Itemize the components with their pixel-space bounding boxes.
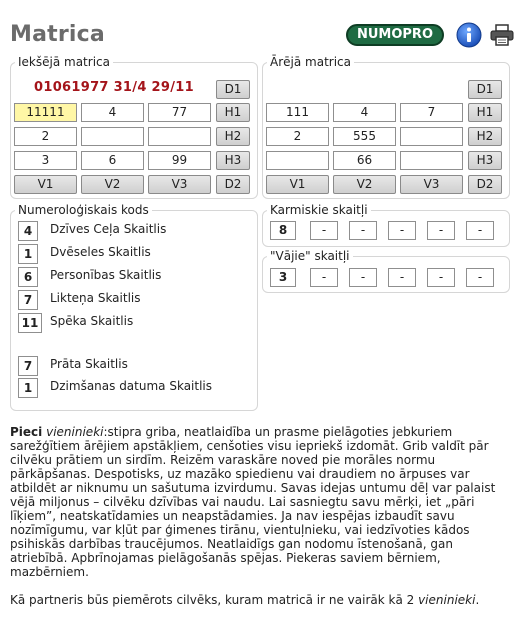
inner-v2-button[interactable]: V2 xyxy=(81,175,144,194)
inner-d1-button[interactable]: D1 xyxy=(216,80,250,99)
inner-cell-r1c1[interactable]: 11111 xyxy=(14,103,77,122)
inner-v3-button[interactable]: V3 xyxy=(148,175,211,194)
inner-cell-r3c1[interactable]: 3 xyxy=(14,151,77,170)
info-icon[interactable] xyxy=(456,22,482,48)
weak-value: - xyxy=(427,268,455,287)
outer-h3-button[interactable]: H3 xyxy=(468,151,502,170)
description-text xyxy=(10,425,512,621)
outer-cell-r1c1[interactable]: 111 xyxy=(266,103,329,122)
outer-matrix-legend: Ārējā matrica xyxy=(270,55,351,69)
inner-d2-button[interactable]: D2 xyxy=(216,175,250,194)
numerology-label: Dzīves Ceļa Skaitlis xyxy=(50,222,167,236)
description-body: :stipra griba, neatlaidība un prasme pielāgoties jebkuriem sarežģītiem ārējiem apstākļiem, cenšoties visu iepriekš izdomāt. Grib valdīt pār cilvēku prātiem un sirdīm. Reizēm varaskāre noved pie morāles normu pārkāpšanas. Despotisks, uz mazāko spiedienu vai draudiem no ārpuses var atbildēt ar niknumu un sašutuma izvirdumu. Savas idejas untumu dēļ var palaist vējā miljonus – cilvēku dzīvības vai naudu. Lai sasniegtu savu mērķi, iet „pāri līķiem”, neatskatīdamies un neapstādamies. Ja nav iespējas izbaudīt savu nozīmīgumu, var kļūt par ģimenes tirānu, vientuļnieku, vai iedzīvoties kādos psihiskās darbības traucējumos. Neatlaidīgs gan nodomu īstenošanā, gan atriebībā. Apbrīnojamas pielāgošanās spējas. Piekeras saviem bērniem, mazbērniem. xyxy=(10,425,496,579)
outer-cell-r3c3[interactable] xyxy=(400,151,463,170)
weak-value: - xyxy=(310,268,338,287)
inner-h3-button[interactable]: H3 xyxy=(216,151,250,170)
weak-value: 3 xyxy=(270,268,296,287)
numerology-label: Dvēseles Skaitlis xyxy=(50,245,151,259)
outer-v2-button[interactable]: V2 xyxy=(333,175,396,194)
outer-h2-button[interactable]: H2 xyxy=(468,127,502,146)
numerology-value: 1 xyxy=(18,244,38,264)
numerology-value: 7 xyxy=(18,290,38,310)
partner-prefix: Kā partneris būs piemērots cilvēks, kuram matricā ir ne vairāk kā 2 xyxy=(10,593,419,607)
karmic-value: 8 xyxy=(270,221,296,240)
birth-date-line: 01061977 31/4 29/11 xyxy=(34,80,194,95)
inner-v1-button[interactable]: V1 xyxy=(14,175,77,194)
inner-cell-r3c2[interactable]: 6 xyxy=(81,151,144,170)
numerology-label: Personības Skaitlis xyxy=(50,268,162,282)
inner-matrix-legend: Iekšējā matrica xyxy=(18,55,110,69)
weak-value: - xyxy=(388,268,416,287)
outer-v3-button[interactable]: V3 xyxy=(400,175,463,194)
karmic-value: - xyxy=(427,221,455,240)
numerology-value: 11 xyxy=(18,313,42,333)
numerology-value: 4 xyxy=(18,221,38,241)
outer-cell-r1c3[interactable]: 7 xyxy=(400,103,463,122)
karmic-legend: Karmiskie skaitļi xyxy=(270,203,368,217)
inner-cell-r1c2[interactable]: 4 xyxy=(81,103,144,122)
printer-icon[interactable] xyxy=(489,23,515,47)
outer-h1-button[interactable]: H1 xyxy=(468,103,502,122)
inner-cell-r1c3[interactable]: 77 xyxy=(148,103,211,122)
description-paragraph xyxy=(10,425,512,579)
numerology-label: Dzimšanas datuma Skaitlis xyxy=(50,379,212,393)
outer-d1-button[interactable]: D1 xyxy=(468,80,502,99)
karmic-value: - xyxy=(466,221,494,240)
outer-cell-r2c2[interactable]: 555 xyxy=(333,127,396,146)
outer-cell-r3c1[interactable] xyxy=(266,151,329,170)
outer-d2-button[interactable]: D2 xyxy=(468,175,502,194)
numopro-button[interactable]: NUMOPRO xyxy=(346,24,444,46)
karmic-value: - xyxy=(349,221,377,240)
page-title: Matrica xyxy=(10,22,105,47)
outer-cell-r3c2[interactable]: 66 xyxy=(333,151,396,170)
numerology-label: Likteņa Skaitlis xyxy=(50,291,141,305)
numerology-legend: Numeroloģiskais kods xyxy=(18,203,149,217)
weak-value: - xyxy=(349,268,377,287)
outer-cell-r2c3[interactable] xyxy=(400,127,463,146)
weak-numbers-legend: "Vājie" skaitļi xyxy=(270,249,350,263)
description-lead: Pieci xyxy=(10,425,43,439)
inner-h2-button[interactable]: H2 xyxy=(216,127,250,146)
partner-paragraph xyxy=(10,593,512,607)
inner-cell-r2c1[interactable]: 2 xyxy=(14,127,77,146)
inner-cell-r2c2[interactable] xyxy=(81,127,144,146)
outer-cell-r1c2[interactable]: 4 xyxy=(333,103,396,122)
numerology-value: 1 xyxy=(18,378,38,398)
numerology-label: Spēka Skaitlis xyxy=(50,314,134,328)
partner-italic: vieninieki xyxy=(418,593,476,607)
numerology-label: Prāta Skaitlis xyxy=(50,357,128,371)
karmic-value: - xyxy=(388,221,416,240)
partner-suffix: . xyxy=(475,593,480,607)
inner-cell-r3c3[interactable]: 99 xyxy=(148,151,211,170)
description-lead-italic: vieninieki xyxy=(46,425,104,439)
weak-value: - xyxy=(466,268,494,287)
inner-h1-button[interactable]: H1 xyxy=(216,103,250,122)
numerology-value: 7 xyxy=(18,356,38,376)
outer-v1-button[interactable]: V1 xyxy=(266,175,329,194)
inner-cell-r2c3[interactable] xyxy=(148,127,211,146)
karmic-value: - xyxy=(310,221,338,240)
numerology-value: 6 xyxy=(18,267,38,287)
outer-cell-r2c1[interactable]: 2 xyxy=(266,127,329,146)
